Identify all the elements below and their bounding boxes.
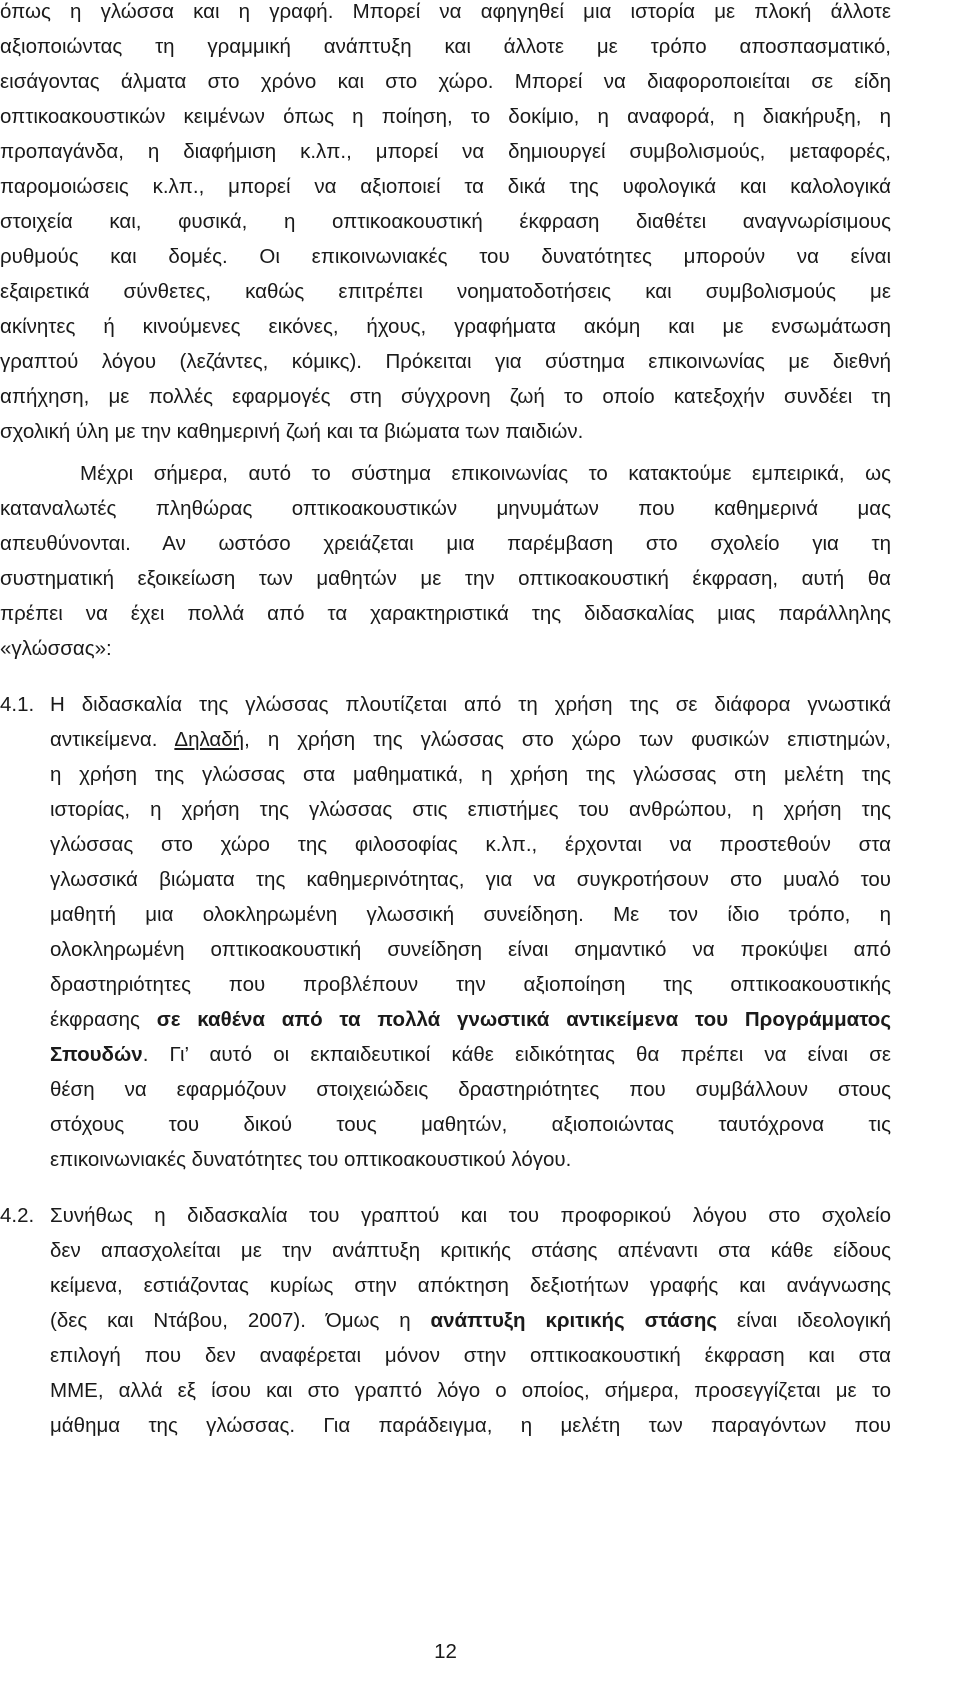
text-line: στόχους του δικού τους μαθητών, αξιοποιώντας ταυτόχρονα τις — [50, 1113, 891, 1136]
text-line: εξαιρετικά σύνθετες, καθώς επιτρέπει νοηματοδοτήσεις και συμβολισμούς με — [0, 280, 891, 303]
text-line: μάθημα της γλώσσας. Για παράδειγμα, η μελέτη των παραγόντων που — [50, 1414, 891, 1437]
text-line: επικοινωνιακές δυνατότητες του οπτικοακουστικού λόγου. — [50, 1148, 572, 1171]
text-line: Μέχρι σήμερα, αυτό το σύστημα επικοινωνίας το κατακτούμε εμπειρικά, ως — [80, 462, 891, 485]
text-segment: είναι ιδεολογική — [717, 1309, 891, 1332]
text-line: θέση να εφαρμόζουν στοιχειώδεις δραστηριότητες που συμβάλλουν στους — [50, 1078, 891, 1101]
text-line: επιλογή που δεν αναφέρεται μόνον στην οπτικοακουστική έκφραση και στα — [50, 1344, 891, 1367]
text-segment: έκφρασης — [50, 1008, 157, 1031]
text-line: πρέπει να έχει πολλά από τα χαρακτηριστικά της διδασκαλίας μιας παράλληλης — [0, 602, 891, 625]
text-line: «γλώσσας»: — [0, 637, 112, 660]
bold-text: Σπουδών — [50, 1043, 143, 1066]
text-line: προπαγάνδα, η διαφήμιση κ.λπ., μπορεί να δημιουργεί συμβολισμούς, μεταφορές, — [0, 140, 891, 163]
text-line: απευθύνονται. Αν ωστόσο χρειάζεται μια παρέμβαση στο σχολείο για τη — [0, 532, 891, 555]
text-line: καταναλωτές πληθώρας οπτικοακουστικών μηνυμάτων που καθημερινά μας — [0, 497, 891, 520]
section-number: 4.2. — [0, 1204, 35, 1227]
page-number: 12 — [434, 1640, 457, 1663]
text-line: μαθητή μια ολοκληρωμένη γλωσσική συνείδηση. Με τον ίδιο τρόπο, η — [50, 903, 891, 926]
text-line: γλώσσας στο χώρο της φιλοσοφίας κ.λπ., έρχονται να προστεθούν στα — [50, 833, 891, 856]
section-4-1-first-line — [0, 693, 891, 717]
text-line: αξιοποιώντας τη γραμμική ανάπτυξη και άλλοτε με τρόπο αποσπασματικό, — [0, 35, 891, 58]
text-line: Συνήθως η διδασκαλία του γραπτού και του προφορικού λόγου στο σχολείο — [50, 1204, 891, 1227]
text-line: παρομοιώσεις κ.λπ., μπορεί να αξιοποιεί τα δικά της υφολογικά και καλολογικά — [0, 175, 891, 198]
bold-text: σε καθένα από τα πολλά γνωστικά αντικείμενα του Προγράμματος — [156, 1008, 891, 1031]
text-line — [50, 728, 891, 752]
text-line: ολοκληρωμένη οπτικοακουστική συνείδηση είναι σημαντικό να προκύψει από — [50, 938, 891, 961]
text-line: ρυθμούς και δομές. Οι επικοινωνιακές του δυνατότητες μπορούν να είναι — [0, 245, 891, 268]
text-line: οπτικοακουστικών κειμένων όπως η ποίηση, το δοκίμιο, η αναφορά, η διακήρυξη, η — [0, 105, 891, 128]
text-line: γραπτού λόγου (λεζάντες, κόμικς). Πρόκειται για σύστημα επικοινωνίας με διεθνή — [0, 350, 891, 373]
text-segment: αντικείμενα. — [50, 728, 175, 751]
text-line: σχολική ύλη με την καθημερινή ζωή και τα βιώματα των παιδιών. — [0, 420, 584, 443]
text-line: γλωσσικά βιώματα της καθημερινότητας, για να συγκροτήσουν στο μυαλό του — [50, 868, 891, 891]
text-line — [50, 1309, 891, 1333]
underlined-text: Δηλαδή — [174, 728, 245, 751]
text-line: δραστηριότητες που προβλέπουν την αξιοποίηση της οπτικοακουστικής — [50, 973, 891, 996]
bold-text: ανάπτυξη κριτικής στάσης — [430, 1309, 717, 1332]
text-segment: , η χρήση της γλώσσας στο χώρο των φυσικών επιστημών, — [244, 728, 892, 751]
text-segment: (δες και Ντάβου, 2007). Όμως η — [50, 1309, 431, 1332]
text-line: ΜΜΕ, αλλά εξ ίσου και στο γραπτό λόγο ο οποίος, σήμερα, προσεγγίζεται με το — [50, 1379, 891, 1402]
text-segment: . Γι’ αυτό οι εκπαιδευτικοί κάθε ειδικότητας θα πρέπει να είναι σε — [142, 1043, 891, 1066]
text-line: ακίνητες ή κινούμενες εικόνες, ήχους, γραφήματα ακόμη και με ενσωμάτωση — [0, 315, 891, 338]
text-line — [50, 1008, 891, 1032]
text-line — [50, 1043, 891, 1067]
text-line: απήχηση, με πολλές εφαρμογές στη σύγχρονη ζωή το οποίο κατεξοχήν συνδέει τη — [0, 385, 891, 408]
section-4-2-first-line — [0, 1204, 891, 1228]
text-line: όπως η γλώσσα και η γραφή. Μπορεί να αφηγηθεί μια ιστορία με πλοκή άλλοτε — [0, 0, 891, 23]
text-line: η χρήση της γλώσσας στα μαθηματικά, η χρήση της γλώσσας στη μελέτη της — [50, 763, 891, 786]
text-line: ιστορίας, η χρήση της γλώσσας στις επιστήμες του ανθρώπου, η χρήση της — [50, 798, 891, 821]
text-line: κείμενα, εστιάζοντας κυρίως στην απόκτηση δεξιοτήτων γραφής και ανάγνωσης — [50, 1274, 891, 1297]
text-line: δεν απασχολείται με την ανάπτυξη κριτικής στάσης απέναντι στα κάθε είδους — [50, 1239, 891, 1262]
text-line: εισάγοντας άλματα στο χρόνο και στο χώρο. Μπορεί να διαφοροποιείται σε είδη — [0, 70, 891, 93]
text-line: συστηματική εξοικείωση των μαθητών με την οπτικοακουστική έκφραση, αυτή θα — [0, 567, 891, 590]
text-line: στοιχεία και, φυσικά, η οπτικοακουστική έκφραση διαθέτει αναγνωρίσιμους — [0, 210, 891, 233]
section-number: 4.1. — [0, 693, 35, 716]
text-line: Η διδασκαλία της γλώσσας πλουτίζεται από τη χρήση της σε διάφορα γνωστικά — [50, 693, 891, 716]
